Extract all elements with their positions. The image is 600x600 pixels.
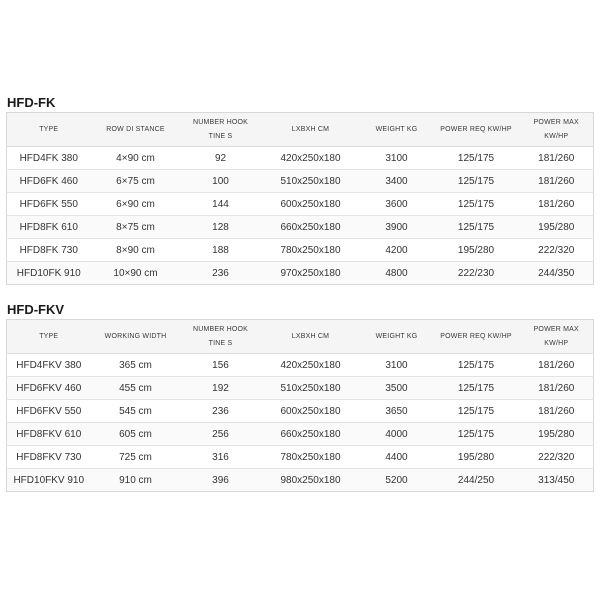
cell-power-req: 222/230 xyxy=(433,262,520,285)
cell-spacing: 365 cm xyxy=(91,354,181,377)
cell-type: HFD8FKV 610 xyxy=(7,423,91,446)
cell-power-max: 181/260 xyxy=(520,400,594,423)
cell-hook-tines: 192 xyxy=(181,377,261,400)
table-header-row xyxy=(7,113,594,147)
cell-type: HFD8FK 610 xyxy=(7,216,91,239)
column-header-number-hook-tines: NUMBER HOOK TINE S xyxy=(181,320,261,354)
column-header-dimensions: LXBXH CM xyxy=(261,113,361,147)
cell-weight: 3600 xyxy=(361,193,433,216)
cell-weight: 3100 xyxy=(361,147,433,170)
cell-hook-tines: 144 xyxy=(181,193,261,216)
table-row xyxy=(7,147,594,170)
cell-weight: 4200 xyxy=(361,239,433,262)
cell-power-max: 181/260 xyxy=(520,377,594,400)
cell-spacing: 8×90 cm xyxy=(91,239,181,262)
cell-hook-tines: 236 xyxy=(181,262,261,285)
cell-dimensions: 420x250x180 xyxy=(261,354,361,377)
cell-power-max: 181/260 xyxy=(520,147,594,170)
cell-dimensions: 660x250x180 xyxy=(261,216,361,239)
cell-spacing: 10×90 cm xyxy=(91,262,181,285)
cell-power-req: 125/175 xyxy=(433,147,520,170)
table-row xyxy=(7,446,594,469)
table-row xyxy=(7,354,594,377)
cell-hook-tines: 156 xyxy=(181,354,261,377)
hfd-fk-section xyxy=(6,94,594,285)
cell-power-max: 195/280 xyxy=(520,216,594,239)
cell-hook-tines: 128 xyxy=(181,216,261,239)
cell-power-req: 125/175 xyxy=(433,377,520,400)
cell-dimensions: 780x250x180 xyxy=(261,239,361,262)
cell-power-req: 195/280 xyxy=(433,446,520,469)
cell-hook-tines: 316 xyxy=(181,446,261,469)
cell-power-max: 222/320 xyxy=(520,239,594,262)
table-row xyxy=(7,216,594,239)
hfd-fkv-section xyxy=(6,301,594,492)
cell-weight: 3500 xyxy=(361,377,433,400)
cell-hook-tines: 396 xyxy=(181,469,261,492)
spec-table xyxy=(6,112,594,285)
table-row xyxy=(7,400,594,423)
cell-dimensions: 780x250x180 xyxy=(261,446,361,469)
cell-type: HFD6FK 460 xyxy=(7,170,91,193)
cell-power-max: 195/280 xyxy=(520,423,594,446)
cell-power-max: 181/260 xyxy=(520,170,594,193)
cell-hook-tines: 100 xyxy=(181,170,261,193)
column-header-type: TYPE xyxy=(7,113,91,147)
table-header-row xyxy=(7,320,594,354)
cell-power-max: 222/320 xyxy=(520,446,594,469)
cell-weight: 5200 xyxy=(361,469,433,492)
cell-spacing: 545 cm xyxy=(91,400,181,423)
cell-power-req: 244/250 xyxy=(433,469,520,492)
cell-type: HFD10FK 910 xyxy=(7,262,91,285)
column-header-row-distance: ROW DI STANCE xyxy=(91,113,181,147)
cell-dimensions: 510x250x180 xyxy=(261,377,361,400)
cell-type: HFD6FKV 550 xyxy=(7,400,91,423)
cell-weight: 3650 xyxy=(361,400,433,423)
column-header-power-req: POWER REQ KW/HP xyxy=(433,113,520,147)
spec-table xyxy=(6,319,594,492)
cell-power-req: 195/280 xyxy=(433,239,520,262)
cell-power-req: 125/175 xyxy=(433,216,520,239)
cell-spacing: 4×90 cm xyxy=(91,147,181,170)
table-row xyxy=(7,193,594,216)
column-header-working-width: WORKING WIDTH xyxy=(91,320,181,354)
cell-hook-tines: 188 xyxy=(181,239,261,262)
cell-power-max: 244/350 xyxy=(520,262,594,285)
cell-type: HFD10FKV 910 xyxy=(7,469,91,492)
table-row xyxy=(7,239,594,262)
cell-spacing: 455 cm xyxy=(91,377,181,400)
cell-spacing: 6×90 cm xyxy=(91,193,181,216)
section-title: HFD-FKV xyxy=(7,302,65,317)
column-header-power-max: POWER MAX KW/HP xyxy=(520,113,594,147)
table-row xyxy=(7,377,594,400)
cell-weight: 4400 xyxy=(361,446,433,469)
cell-power-req: 125/175 xyxy=(433,354,520,377)
cell-dimensions: 980x250x180 xyxy=(261,469,361,492)
cell-dimensions: 600x250x180 xyxy=(261,193,361,216)
cell-dimensions: 660x250x180 xyxy=(261,423,361,446)
cell-weight: 3400 xyxy=(361,170,433,193)
table-row xyxy=(7,170,594,193)
cell-weight: 3100 xyxy=(361,354,433,377)
cell-power-max: 313/450 xyxy=(520,469,594,492)
cell-dimensions: 600x250x180 xyxy=(261,400,361,423)
column-header-dimensions: LXBXH CM xyxy=(261,320,361,354)
cell-spacing: 725 cm xyxy=(91,446,181,469)
cell-weight: 3900 xyxy=(361,216,433,239)
section-title: HFD-FK xyxy=(7,95,56,110)
column-header-type: TYPE xyxy=(7,320,91,354)
cell-spacing: 910 cm xyxy=(91,469,181,492)
cell-power-req: 125/175 xyxy=(433,423,520,446)
cell-weight: 4000 xyxy=(361,423,433,446)
cell-dimensions: 970x250x180 xyxy=(261,262,361,285)
cell-dimensions: 510x250x180 xyxy=(261,170,361,193)
cell-power-max: 181/260 xyxy=(520,193,594,216)
cell-power-req: 125/175 xyxy=(433,170,520,193)
column-header-power-req: POWER REQ KW/HP xyxy=(433,320,520,354)
cell-type: HFD6FKV 460 xyxy=(7,377,91,400)
column-header-power-max: POWER MAX KW/HP xyxy=(520,320,594,354)
cell-spacing: 8×75 cm xyxy=(91,216,181,239)
cell-type: HFD8FK 730 xyxy=(7,239,91,262)
table-row xyxy=(7,469,594,492)
cell-spacing: 6×75 cm xyxy=(91,170,181,193)
cell-hook-tines: 236 xyxy=(181,400,261,423)
cell-type: HFD4FK 380 xyxy=(7,147,91,170)
cell-type: HFD6FK 550 xyxy=(7,193,91,216)
cell-type: HFD8FKV 730 xyxy=(7,446,91,469)
cell-type: HFD4FKV 380 xyxy=(7,354,91,377)
cell-hook-tines: 92 xyxy=(181,147,261,170)
cell-spacing: 605 cm xyxy=(91,423,181,446)
column-header-weight: WEIGHT KG xyxy=(361,320,433,354)
column-header-weight: WEIGHT KG xyxy=(361,113,433,147)
cell-hook-tines: 256 xyxy=(181,423,261,446)
cell-power-max: 181/260 xyxy=(520,354,594,377)
cell-power-req: 125/175 xyxy=(433,193,520,216)
cell-power-req: 125/175 xyxy=(433,400,520,423)
cell-dimensions: 420x250x180 xyxy=(261,147,361,170)
column-header-number-hook-tines: NUMBER HOOK TINE S xyxy=(181,113,261,147)
table-row xyxy=(7,423,594,446)
table-row xyxy=(7,262,594,285)
cell-weight: 4800 xyxy=(361,262,433,285)
